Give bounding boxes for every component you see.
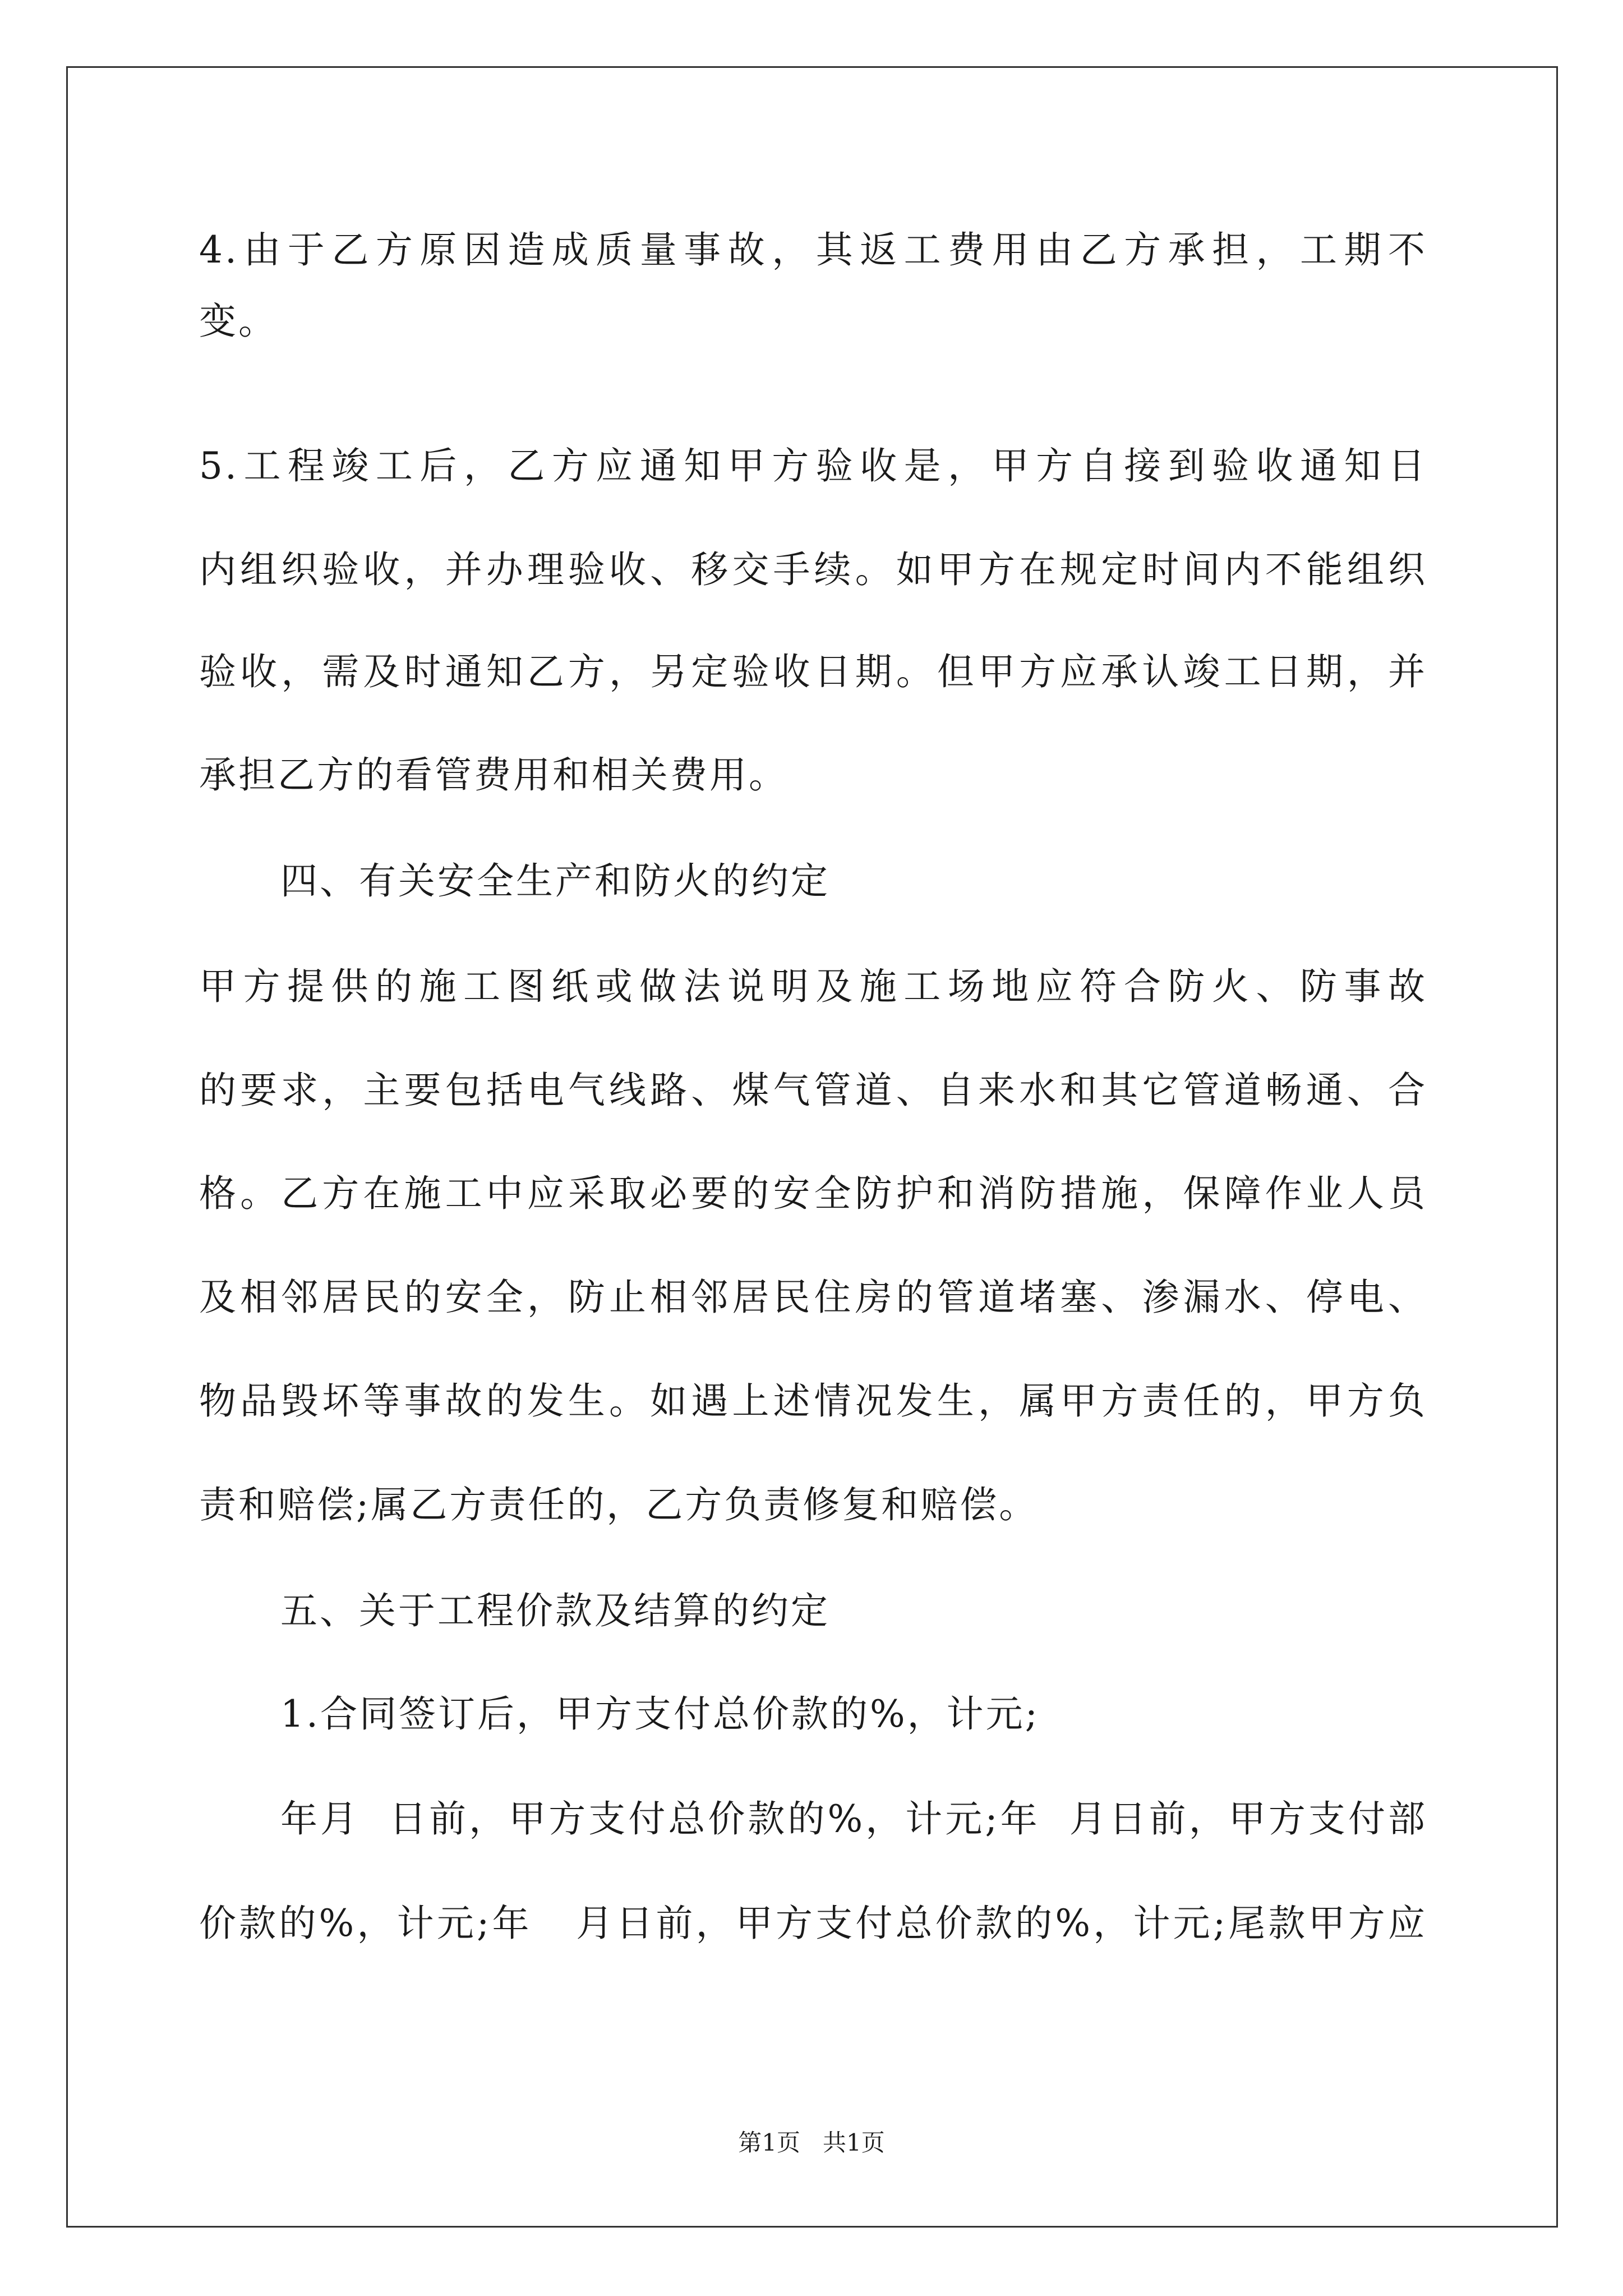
item-5-line-3: 验收，需及时通知乙方，另定验收日期。但甲方应承认竣工日期，并 [199, 650, 1427, 693]
payment-schedule-line-2: 价款的%，计元;年 月日前，甲方支付总价款的%，计元;尾款甲方应 [199, 1902, 1427, 1945]
payment-schedule-line-1: 年月 日前，甲方支付总价款的%，计元;年 月日前，甲方支付部 [280, 1797, 1427, 1841]
safety-line-3: 格。乙方在施工中应采取必要的安全防护和消防措施，保障作业人员 [199, 1172, 1427, 1215]
safety-line-2: 的要求，主要包括电气线路、煤气管道、自来水和其它管道畅通、合 [199, 1069, 1427, 1112]
item-5-line-2: 内组织验收，并办理验收、移交手续。如甲方在规定时间内不能组织 [199, 548, 1427, 591]
page-number-footer: 第1页 共1页 [738, 2129, 885, 2156]
item-4-line-1: 4.由于乙方原因造成质量事故，其返工费用由乙方承担，工期不 [199, 228, 1427, 272]
item-4-line-2: 变。 [199, 300, 278, 343]
safety-line-5: 物品毁坏等事故的发生。如遇上述情况发生，属甲方责任的，甲方负 [199, 1379, 1427, 1423]
item-5-line-4: 承担乙方的看管费用和相关费用。 [199, 753, 788, 797]
safety-line-1: 甲方提供的施工图纸或做法说明及施工场地应符合防火、防事故 [199, 965, 1427, 1008]
safety-line-6: 责和赔偿;属乙方责任的，乙方负责修复和赔偿。 [199, 1483, 1039, 1526]
payment-item-1: 1.合同签订后，甲方支付总价款的%，计元; [280, 1692, 1040, 1736]
section-heading-5: 五、关于工程价款及结算的约定 [280, 1589, 830, 1632]
safety-line-4: 及相邻居民的安全，防止相邻居民住房的管道堵塞、渗漏水、停电、 [199, 1276, 1427, 1319]
item-5-line-1: 5.工程竣工后，乙方应通知甲方验收是，甲方自接到验收通知日 [199, 444, 1427, 487]
section-heading-4: 四、有关安全生产和防火的约定 [280, 859, 830, 903]
